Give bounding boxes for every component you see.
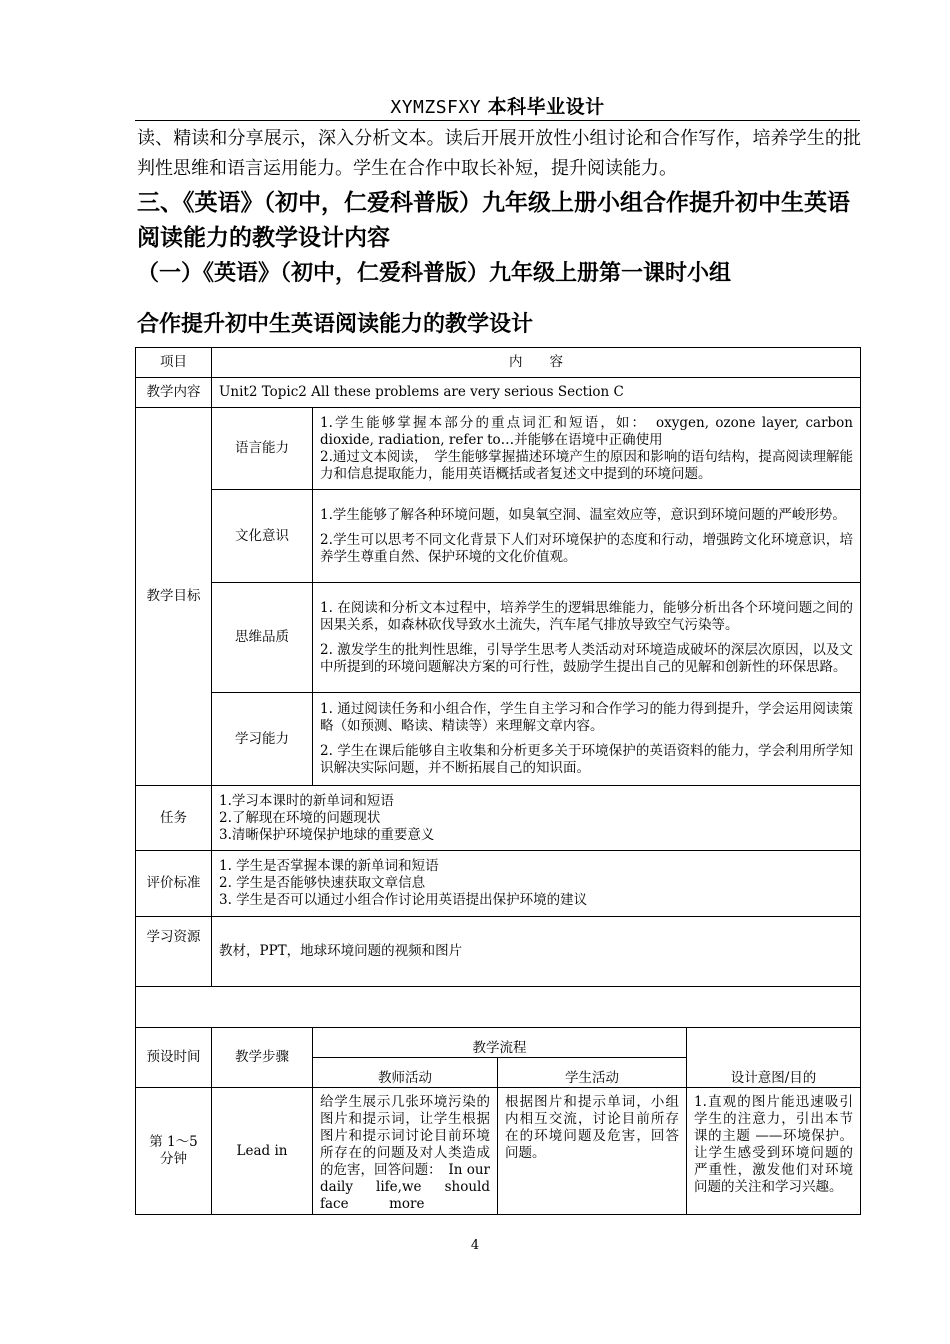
row-step: Lead in <box>212 1088 313 1215</box>
goal-point: 2. 学生在课后能够自主收集和分析更多关于环境保护的英语资料的能力，学会利用所学知识解决实际问题，并不断拓展自己的知识面。 <box>320 743 853 776</box>
goal-detail <box>313 693 861 786</box>
intent-label: 设计意图/目的 <box>687 1028 861 1088</box>
teacher-label: 教师活动 <box>313 1058 498 1088</box>
eval-list <box>212 851 861 917</box>
list-item: 2.了解现在环境的问题现状 <box>219 809 381 826</box>
list-item: 2. 学生是否能够快速获取文章信息 <box>219 875 426 891</box>
goal-detail <box>313 408 861 490</box>
lesson-design-table <box>135 347 861 1215</box>
goal-name: 思维品质 <box>212 583 313 693</box>
goal-point: 1. 通过阅读任务和小组合作，学生自主学习和合作学习的能力得到提升，学会运用阅读策略（如预测、略读、精读等）来理解文章内容。 <box>320 701 853 734</box>
resource-label: 学习资源 <box>136 917 212 987</box>
student-label: 学生活动 <box>498 1058 687 1088</box>
header-code: XYMZSFXY <box>390 97 482 118</box>
row-time: 第 1～5 分钟 <box>136 1088 212 1215</box>
goal-point: 1.学生能够掌握本部分的重点词汇和短语，如： oxygen, ozone layer, carbon dioxide, radiation, refer to…并能够在语境中正确使用 <box>320 414 853 448</box>
flow-label: 教学流程 <box>313 1028 687 1058</box>
header-title: 本科毕业设计 <box>487 96 605 118</box>
blank-row <box>136 987 861 1028</box>
goal-detail <box>313 490 861 583</box>
time-label: 预设时间 <box>136 1028 212 1088</box>
header-rule <box>135 120 860 121</box>
row-intent: 1.直观的图片能迅速吸引学生的注意力，引出本节课的主题 ——环境保护。让学生感受到环境问题的严重性，激发他们对环境问题的关注和学习兴趣。 <box>687 1088 861 1215</box>
goal-point: 1.学生能够了解各种环境问题，如臭氧空洞、温室效应等，意识到环境问题的严峻形势。 <box>320 506 846 523</box>
goal-point: 2.通过文本阅读， 学生能够掌握描述环境产生的原因和影响的语句结构，提高阅读理解能力和信息提取能力，能用英语概括或者复述文中提到的环境问题。 <box>320 448 853 482</box>
step-label: 教学步骤 <box>212 1028 313 1088</box>
list-item: 1.学习本课时的新单词和短语 <box>219 792 394 809</box>
list-item: 1. 学生是否掌握本课的新单词和短语 <box>219 858 439 874</box>
section-heading: 三、《英语》（初中，仁爱科普版）九年级上册小组合作提升初中生英语阅读能力的教学设计内容 <box>137 190 850 251</box>
head-item: 项目 <box>136 348 212 378</box>
list-item: 3.清晰保护环境保护地球的重要意义 <box>219 826 435 843</box>
subsection-heading-line1: （一）《英语》（初中，仁爱科普版）九年级上册第一课时小组 <box>137 261 732 286</box>
page-number: 4 <box>470 1238 480 1253</box>
goal-detail <box>313 583 861 693</box>
subsection-heading-line2: 合作提升初中生英语阅读能力的教学设计 <box>137 312 534 337</box>
eval-label: 评价标准 <box>136 851 212 917</box>
content-value: Unit2 Topic2 All these problems are very serious Section C <box>212 378 861 408</box>
page-header <box>135 92 860 119</box>
head-content: 内 容 <box>212 348 861 378</box>
resource-value: 教材，PPT，地球环境问题的视频和图片 <box>212 917 861 987</box>
task-list <box>212 786 861 851</box>
content-label: 教学内容 <box>136 378 212 408</box>
row-student: 根据图片和提示单词，小组内相互交流，讨论目前所存在的环境问题及危害，回答问题。 <box>498 1088 687 1215</box>
list-item: 3. 学生是否可以通过小组合作讨论用英语提出保护环境的建议 <box>219 892 588 908</box>
goal-point: 2. 激发学生的批判性思维，引导学生思考人类活动对环境造成破坏的深层次原因，以及文中所提到的环境问题解决方案的可行性，鼓励学生提出自己的见解和创新性的环保思路。 <box>320 641 853 675</box>
row-teacher: 给学生展示几张环境污染的图片和提示词，让学生根据图片和提示词讨论目前环境所存在的问题及对人类造成的危害，回答问题： In our daily life,we should face more <box>313 1088 498 1215</box>
goal-name: 文化意识 <box>212 490 313 583</box>
goals-label: 教学目标 <box>136 408 212 786</box>
goal-point: 1. 在阅读和分析文本过程中，培养学生的逻辑思维能力，能够分析出各个环境问题之间的因果关系，如森林砍伐导致水土流失，汽车尾气排放导致空气污染等。 <box>320 599 853 633</box>
intro-paragraph: 读、精读和分享展示，深入分析文本。读后开展开放性小组讨论和合作写作，培养学生的批判性思维和语言运用能力。学生在合作中取长补短，提升阅读能力。 <box>137 128 861 179</box>
goal-name: 语言能力 <box>212 408 313 490</box>
task-label: 任务 <box>136 786 212 851</box>
goal-point: 2.学生可以思考不同文化背景下人们对环境保护的态度和行动，增强跨文化环境意识，培养学生尊重自然、保护环境的文化价值观。 <box>320 531 853 565</box>
goal-name: 学习能力 <box>212 693 313 786</box>
